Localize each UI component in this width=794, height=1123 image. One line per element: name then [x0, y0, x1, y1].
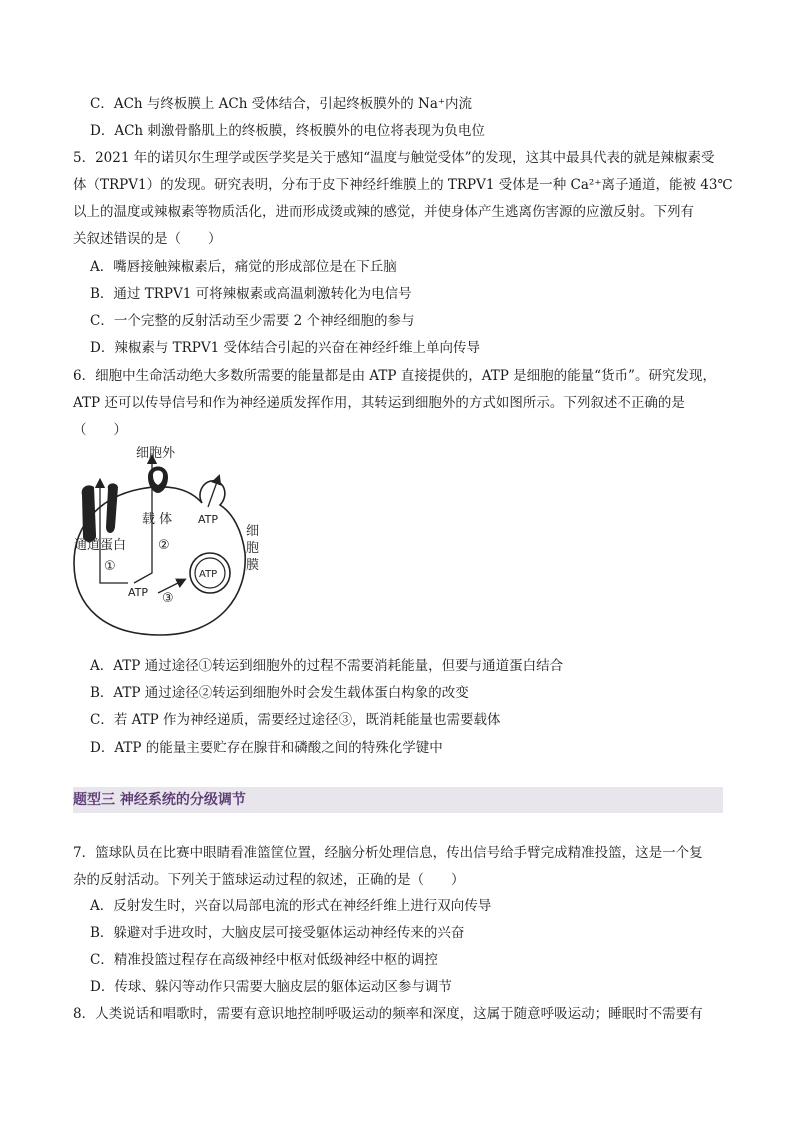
q5-option-d: D．辣椒素与 TRPV1 受体结合引起的兴奋在神经纤维上单向传导 [90, 340, 480, 356]
carrier-protein [148, 467, 168, 494]
q6-option-c: C．若 ATP 作为神经递质，需要经过途径③，既消耗能量也需要载体 [90, 712, 501, 728]
q4-option-d: D．ACh 刺激骨骼肌上的终板膜，终板膜外的电位将表现为负电位 [90, 123, 485, 139]
q6-option-a: A．ATP 通过途径①转运到细胞外的过程不需要消耗能量，但要与通道蛋白结合 [90, 658, 564, 674]
atp-transport-diagram [70, 445, 300, 645]
q6-option-d: D．ATP 的能量主要贮存在腺苷和磷酸之间的特殊化学键中 [90, 740, 443, 756]
q7-option-b: B．躲避对手进攻时，大脑皮层可接受躯体运动神经传来的兴奋 [90, 925, 465, 941]
channel-protein-left [82, 485, 96, 542]
q5-option-b: B．通过 TRPV1 可将辣椒素或高温刺激转化为电信号 [90, 286, 412, 302]
label-path3: ③ [162, 591, 174, 606]
section-header-bar [73, 787, 723, 813]
channel-protein-right [106, 483, 118, 533]
q4-option-c: C．ACh 与终板膜上 ACh 受体结合，引起终板膜外的 Na⁺内流 [90, 96, 473, 112]
label-atp-exocytosis: ATP [198, 513, 219, 526]
label-membrane-2: 胞 [246, 541, 260, 556]
q7-option-a: A．反射发生时，兴奋以局部电流的形式在神经纤维上进行双向传导 [90, 898, 492, 914]
q5-stem-line3: 以上的温度或辣椒素等物质活化，进而形成烫或辣的感觉，并使身体产生逃离伤害源的应激反射。下列有 [73, 204, 694, 220]
q5-stem-line1: 5．2021 年的诺贝尔生理学或医学奖是关于感知“温度与触觉受体”的发现，这其中最具代表的就是辣椒素受 [73, 150, 715, 166]
q6-option-b: B．ATP 通过途径②转运到细胞外时会发生载体蛋白构象的改变 [90, 685, 469, 701]
label-carrier: 载 体 [142, 512, 173, 527]
q5-stem-line2: 体（TRPV1）的发现。研究表明，分布于皮下神经纤维膜上的 TRPV1 受体是一种 Ca²⁺离子通道，能被 43℃ [73, 177, 733, 193]
q7-option-d: D．传球、躲闪等动作只需要大脑皮层的躯体运动区参与调节 [90, 979, 452, 995]
q5-option-a: A．嘴唇接触辣椒素后，痛觉的形成部位是在下丘脑 [90, 259, 397, 275]
label-atp-cytoplasm: ATP [128, 586, 149, 599]
label-atp-vesicle: ATP [199, 569, 218, 580]
q7-option-c: C．精准投篮过程存在高级神经中枢对低级神经中枢的调控 [90, 952, 438, 968]
q8-stem-line1: 8．人类说话和唱歌时，需要有意识地控制呼吸运动的频率和深度，这属于随意呼吸运动；睡眠时不需要有 [73, 1006, 703, 1022]
q6-stem-line3: （ ） [73, 422, 127, 438]
label-membrane-3: 膜 [246, 558, 260, 573]
label-path1: ① [104, 559, 116, 574]
q7-stem-line1: 7．篮球队员在比赛中眼睛看准篮筐位置，经脑分析处理信息，传出信号给手臂完成精准投篮，这是一个复 [73, 845, 703, 861]
q7-stem-line2: 杂的反射活动。下列关于篮球运动过程的叙述，正确的是（ ） [73, 872, 465, 888]
label-membrane-1: 细 [246, 524, 260, 539]
section-title: 题型三 神经系统的分级调节 [73, 792, 246, 808]
q5-stem-line4: 关叙述错误的是（ ） [73, 231, 222, 247]
label-channel: 通道蛋白 [74, 538, 127, 553]
label-outside: 细胞外 [136, 446, 176, 461]
q6-stem-line2: ATP 还可以传导信号和作为神经递质发挥作用，其转运到细胞外的方式如图所示。下列叙述不正确的是 [73, 395, 685, 411]
q5-option-c: C．一个完整的反射活动至少需要 2 个神经细胞的参与 [90, 313, 415, 329]
q6-stem-line1: 6．细胞中生命活动绝大多数所需要的能量都是由 ATP 直接提供的，ATP 是细胞的能量“货币”。研究发现， [73, 368, 716, 384]
exocytosis-arrow [208, 479, 218, 507]
label-path2: ② [158, 538, 170, 553]
